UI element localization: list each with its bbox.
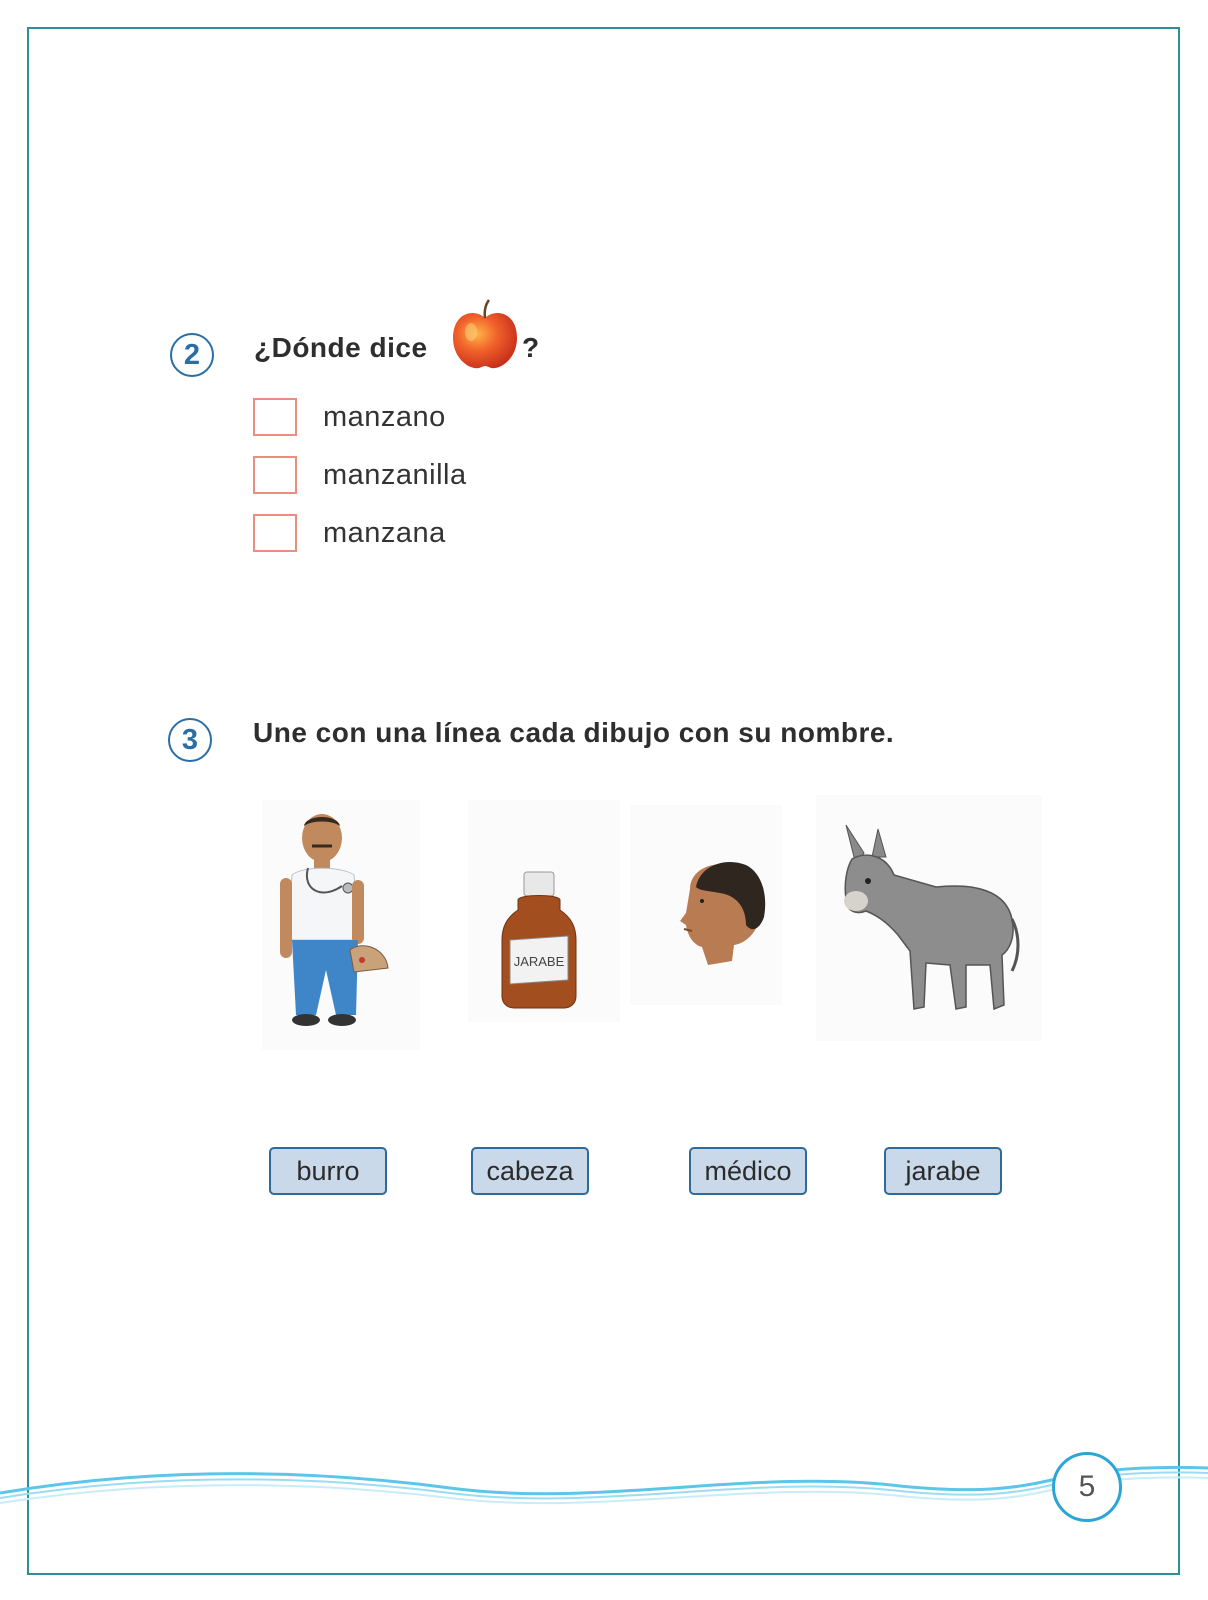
word-button-jarabe[interactable]: jarabe	[884, 1147, 1002, 1195]
question-2-number: 2	[170, 333, 214, 377]
apple-icon	[449, 298, 521, 372]
question-2-prompt-end: ?	[522, 332, 540, 363]
option-checkbox[interactable]	[253, 398, 297, 436]
option-label: manzano	[323, 400, 446, 433]
option-manzanilla	[253, 455, 467, 495]
donkey-picture	[816, 795, 1042, 1041]
head-picture	[630, 805, 782, 1005]
option-manzano	[253, 397, 446, 437]
word-button-medico[interactable]: médico	[689, 1147, 807, 1195]
page-number: 5	[1052, 1452, 1122, 1522]
option-checkbox[interactable]	[253, 456, 297, 494]
bottle-label-text: JARABE	[513, 954, 565, 969]
question-3-prompt: Une con una línea cada dibujo con su nombre.	[253, 717, 895, 748]
syrup-bottle-picture	[468, 800, 620, 1022]
question-3-number: 3	[168, 718, 212, 762]
footer-wave-decoration	[0, 1448, 1208, 1518]
doctor-picture	[262, 800, 420, 1050]
option-manzana	[253, 513, 446, 553]
option-label: manzana	[323, 516, 446, 549]
word-button-burro[interactable]: burro	[269, 1147, 387, 1195]
option-checkbox[interactable]	[253, 514, 297, 552]
question-2-prompt: ¿Dónde dice	[254, 332, 428, 363]
word-button-cabeza[interactable]: cabeza	[471, 1147, 589, 1195]
option-label: manzanilla	[323, 458, 467, 491]
